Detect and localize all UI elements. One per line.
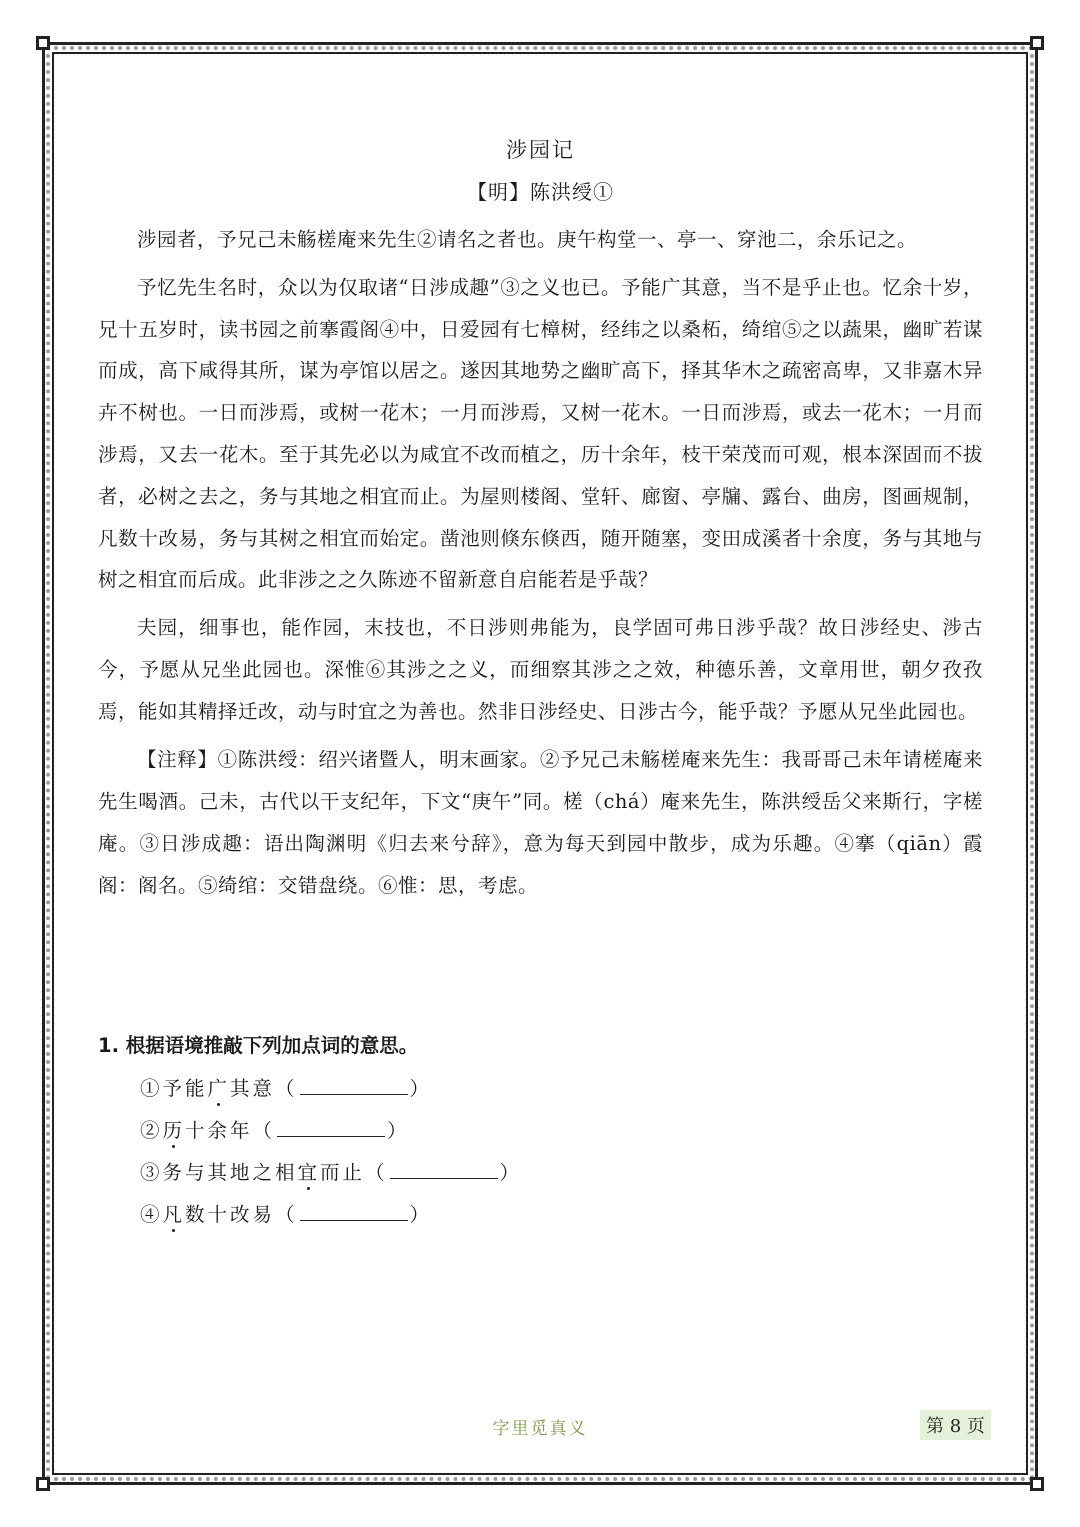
border-corner-top-right	[1030, 36, 1044, 50]
item-suffix: 数十改易（	[185, 1203, 298, 1226]
question-section	[98, 1030, 978, 1236]
answer-blank[interactable]	[300, 1200, 408, 1221]
item-close: ）	[387, 1119, 410, 1142]
question-item-1	[140, 1068, 978, 1110]
article-author: 【明】陈洪绶①	[467, 180, 614, 204]
paragraph-2: 予忆先生名时，众以为仅取诸“日涉成趣”③之义也已。予能广其意，当不是乎止也。忆余十岁，兄十五岁时，读书园之前搴霞阁④中，日爱园有七樟树，经纬之以桑柘，绮绾⑤之以蔬果，幽旷若谋而成，高下咸得其所，谋为亭馆以居之。遂因其地势之幽旷高下，择其华木之疏密高卑，又非嘉木异卉不树也。一日而涉焉，或树一花木；一月而涉焉，又树一花木。一日而涉焉，或去一花木；一月而涉焉，又去一花木。至于其先必以为咸宜不改而植之，历十余年，枝干荣茂而可观，根本深固而不拔者，必树之去之，务与其地之相宜而止。为屋则楼阁、堂轩、廊窗、亭牖、露台、曲房，图画规制，凡数十改易，务与其树之相宜而始定。凿池则倏东倏西，随开随塞，变田成溪者十余度，务与其地与树之相宜而后成。此非涉之之久陈迹不留新意自启能若是乎哉？	[98, 275, 983, 592]
article	[98, 130, 983, 907]
footer-slogan: 字里觅真义	[492, 1419, 588, 1439]
item-close: ）	[409, 1203, 433, 1226]
border-corner-bottom-right	[1030, 1477, 1044, 1491]
item-close: ）	[499, 1161, 523, 1184]
dotted-word: 广	[207, 1077, 231, 1100]
item-suffix: 其意（	[230, 1077, 298, 1100]
paragraph-1: 涉园者，予兄己未觞槎庵来先生②请名之者也。庚午构堂一、亭一、穿池二，余乐记之。	[137, 228, 918, 251]
dotted-word: 历	[162, 1119, 186, 1142]
dotted-word: 凡	[162, 1203, 186, 1226]
item-prefix: ②	[140, 1119, 163, 1142]
paragraph-3: 夫园，细事也，能作园，末技也，不日涉则弗能为，良学固可弗日涉乎哉？故日涉经史、涉古今，予愿从兄坐此园也。深惟⑥其涉之之义，而细察其涉之之效，种德乐善，文章用世，朝夕孜孜焉，能如其精择迁改，动与时宜之为善也。然非日涉经史、日涉古今，能乎哉？予愿从兄坐此园也。	[98, 616, 983, 723]
item-prefix: ④	[140, 1203, 163, 1226]
item-prefix: ①予能	[140, 1077, 208, 1100]
border-corner-bottom-left	[36, 1477, 50, 1491]
answer-blank[interactable]	[277, 1116, 385, 1137]
question-item-3	[140, 1152, 978, 1194]
answer-blank[interactable]	[390, 1158, 498, 1179]
annotations: 【注释】①陈洪绶：绍兴诸暨人，明末画家。②予兄己未觞槎庵来先生：我哥哥己未年请槎庵来先生喝酒。己未，古代以干支纪年，下文“庚午”同。槎（chá）庵来先生，陈洪绶岳父来斯行，字槎庵。③日涉成趣：语出陶渊明《归去来兮辞》，意为每天到园中散步，成为乐趣。④搴（qiān）霞阁：阁名。⑤绮绾：交错盘绕。⑥惟：思，考虑。	[98, 747, 983, 897]
dotted-word: 宜	[297, 1161, 321, 1184]
page-number: 第 8 页	[920, 1410, 991, 1440]
question-item-2	[140, 1110, 978, 1152]
item-close: ）	[409, 1077, 433, 1100]
article-title: 涉园记	[506, 138, 575, 162]
question-title: 1. 根据语境推敲下列加点词的意思。	[98, 1034, 419, 1057]
question-item-4	[140, 1194, 978, 1236]
item-prefix: ③务与其地之相	[140, 1161, 298, 1184]
answer-blank[interactable]	[300, 1074, 408, 1095]
item-suffix: 而止（	[320, 1161, 388, 1184]
item-suffix: 十余年（	[185, 1119, 276, 1142]
border-corner-top-left	[36, 36, 50, 50]
